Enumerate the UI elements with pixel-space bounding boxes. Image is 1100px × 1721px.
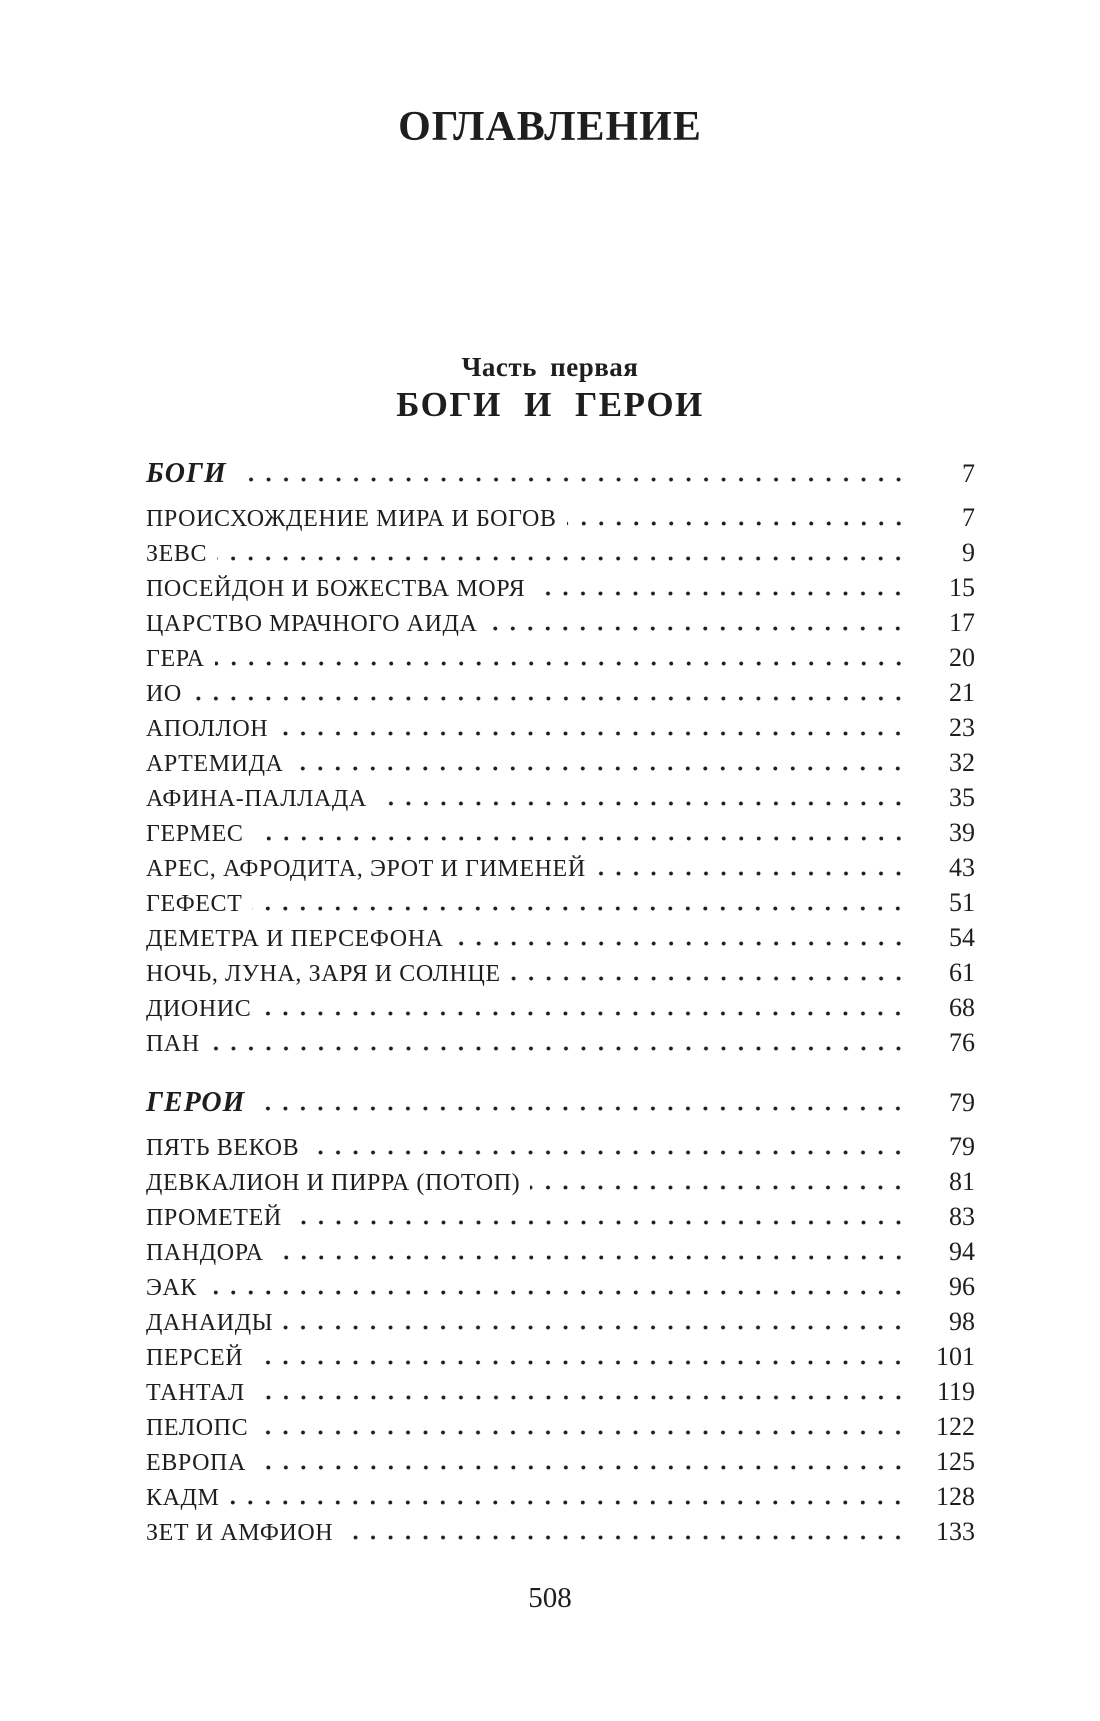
toc-entry-page: 101 <box>936 1342 975 1371</box>
toc-entry-label: АРТЕМИДА <box>146 751 284 777</box>
toc-entry <box>146 1339 975 1374</box>
dot-leader <box>309 1150 907 1155</box>
toc-entry-page: 23 <box>949 713 975 742</box>
toc-entry-label: АПОЛЛОН <box>146 716 269 742</box>
dot-leader <box>278 731 907 736</box>
toc-entry <box>146 456 975 491</box>
dot-leader <box>254 836 908 841</box>
toc-entry-page: 39 <box>949 818 975 847</box>
toc-entry-label: ТАНТАЛ <box>146 1380 245 1406</box>
toc-entry-label: ЦАРСТВО МРАЧНОГО АИДА <box>146 611 478 637</box>
dot-leader <box>207 1290 907 1295</box>
dot-leader <box>511 976 907 981</box>
dot-leader <box>596 871 907 876</box>
part-title: БОГИ И ГЕРОИ <box>396 385 704 425</box>
toc-entry-label: ЭАК <box>146 1275 197 1301</box>
toc-entry <box>146 1444 975 1479</box>
toc-entry <box>146 1374 975 1409</box>
dot-leader <box>377 801 907 806</box>
toc-entry-page: 79 <box>949 1132 975 1161</box>
dot-leader <box>535 591 907 596</box>
toc-entry <box>146 815 975 850</box>
toc-entry-label: ПАНДОРА <box>146 1240 264 1266</box>
dot-leader <box>192 696 907 701</box>
dot-leader <box>255 1395 907 1400</box>
dot-leader <box>261 1011 907 1016</box>
toc-entry-label: ДЕМЕТРА И ПЕРСЕФОНА <box>146 926 444 952</box>
toc-entry-page: 20 <box>949 643 975 672</box>
toc-entry <box>146 1479 975 1514</box>
toc-entry-label: НОЧЬ, ЛУНА, ЗАРЯ И СОЛНЦЕ <box>146 961 501 987</box>
toc-entry-page: 7 <box>962 503 975 532</box>
toc-entry-label: КАДМ <box>146 1485 220 1511</box>
toc-entry-label: БОГИ <box>146 458 227 489</box>
dot-leader <box>253 1360 907 1365</box>
toc-entry-page: 21 <box>949 678 975 707</box>
toc-entry-label: ДАНАИДЫ <box>146 1310 274 1336</box>
toc-entry-label: ЗЕТ И АМФИОН <box>146 1520 334 1546</box>
toc-entry <box>146 990 975 1025</box>
toc-entry-page: 81 <box>949 1167 975 1196</box>
dot-leader <box>274 1255 907 1260</box>
toc-entry-label: ПАН <box>146 1031 200 1057</box>
toc-entry-page: 61 <box>949 958 975 987</box>
toc-entry <box>146 885 975 920</box>
toc-entry-label: ГЕФЕСТ <box>146 891 243 917</box>
toc-entry-label: ПЯТЬ ВЕКОВ <box>146 1135 300 1161</box>
toc-list <box>146 456 975 1549</box>
toc-entry-page: 133 <box>936 1517 975 1546</box>
toc-entry-label: АФИНА-ПАЛЛАДА <box>146 786 367 812</box>
toc-entry-label: ДИОНИС <box>146 996 252 1022</box>
toc-entry-label: ПЕЛОПС <box>146 1415 249 1441</box>
toc-entry <box>146 675 975 710</box>
toc-entry-page: 32 <box>949 748 975 777</box>
toc-entry-label: ПРОИСХОЖДЕНИЕ МИРА И БОГОВ <box>146 506 557 532</box>
toc-entry-label: ГЕРОИ <box>146 1087 246 1118</box>
toc-entry-label: ГЕРА <box>146 646 205 672</box>
toc-entry-page: 98 <box>949 1307 975 1336</box>
toc-title: ОГЛАВЛЕНИЕ <box>398 104 702 150</box>
dot-leader <box>229 1500 907 1505</box>
toc-entry-page: 43 <box>949 853 975 882</box>
toc-entry-page: 76 <box>949 1028 975 1057</box>
toc-entry-label: ЗЕВС <box>146 541 208 567</box>
toc-entry-label: ДЕВКАЛИОН И ПИРРА (ПОТОП) <box>146 1170 521 1196</box>
dot-leader <box>217 556 907 561</box>
toc-entry <box>146 1085 975 1120</box>
toc-entry-page: 17 <box>949 608 975 637</box>
toc-entry-page: 7 <box>962 459 975 488</box>
dot-leader <box>530 1185 907 1190</box>
dot-leader <box>258 1430 907 1435</box>
toc-entry-page: 128 <box>936 1482 975 1511</box>
toc-entry-page: 125 <box>936 1447 975 1476</box>
toc-entry <box>146 780 975 815</box>
toc-entry-label: АРЕС, АФРОДИТА, ЭРОТ И ГИМЕНЕЙ <box>146 856 586 882</box>
dot-leader <box>454 941 907 946</box>
toc-entry-page: 119 <box>936 1377 975 1406</box>
toc-entry <box>146 920 975 955</box>
toc-entry <box>146 605 975 640</box>
toc-entry-page: 94 <box>949 1237 975 1266</box>
toc-entry-page: 83 <box>949 1202 975 1231</box>
toc-entry-page: 35 <box>949 783 975 812</box>
toc-entry <box>146 745 975 780</box>
dot-leader <box>283 1325 907 1330</box>
dot-leader <box>252 906 907 911</box>
toc-entry-page: 68 <box>949 993 975 1022</box>
toc-entry-page: 9 <box>962 538 975 567</box>
toc-entry <box>146 535 975 570</box>
toc-entry <box>146 1199 975 1234</box>
toc-entry <box>146 850 975 885</box>
dot-leader <box>255 1106 907 1111</box>
toc-entry <box>146 1164 975 1199</box>
toc-entry-label: ЕВРОПА <box>146 1450 246 1476</box>
toc-entry-label: ИО <box>146 681 182 707</box>
toc-entry-page: 96 <box>949 1272 975 1301</box>
dot-leader <box>567 521 907 526</box>
dot-leader <box>210 1046 907 1051</box>
toc-entry <box>146 640 975 675</box>
part-label: Часть первая <box>461 352 639 382</box>
toc-entry <box>146 500 975 535</box>
dot-leader <box>215 661 907 666</box>
toc-entry <box>146 1269 975 1304</box>
part-heading <box>0 352 1100 425</box>
toc-entry-label: ГЕРМЕС <box>146 821 244 847</box>
dot-leader <box>343 1535 907 1540</box>
toc-entry-page: 122 <box>936 1412 975 1441</box>
toc-entry <box>146 1234 975 1269</box>
toc-entry <box>146 1129 975 1164</box>
toc-entry-page: 54 <box>949 923 975 952</box>
dot-leader <box>292 1220 907 1225</box>
toc-entry-label: ПОСЕЙДОН И БОЖЕСТВА МОРЯ <box>146 576 526 602</box>
dot-leader <box>256 1465 907 1470</box>
toc-entry <box>146 570 975 605</box>
toc-entry <box>146 1025 975 1060</box>
toc-entry-page: 51 <box>949 888 975 917</box>
toc-entry <box>146 1304 975 1339</box>
toc-entry <box>146 1409 975 1444</box>
toc-entry-page: 15 <box>949 573 975 602</box>
footer-page-number: 508 <box>528 1582 572 1614</box>
dot-leader <box>293 766 907 771</box>
toc-entry <box>146 1514 975 1549</box>
toc-entry <box>146 955 975 990</box>
dot-leader <box>237 477 907 482</box>
toc-entry <box>146 710 975 745</box>
toc-entry-page: 79 <box>949 1088 975 1117</box>
toc-entry-label: ПЕРСЕЙ <box>146 1345 244 1371</box>
toc-entry-label: ПРОМЕТЕЙ <box>146 1205 282 1231</box>
dot-leader <box>487 626 907 631</box>
